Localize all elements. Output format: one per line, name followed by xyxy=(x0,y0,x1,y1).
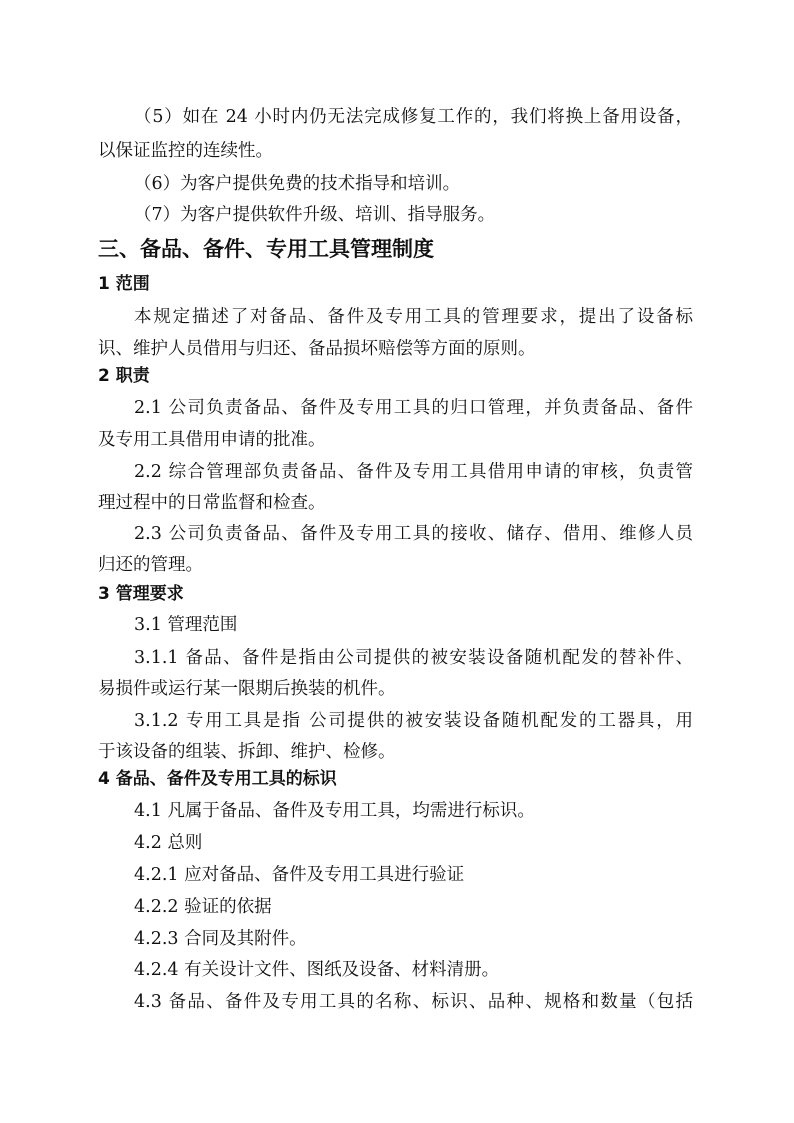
paragraph-line: （6）为客户提供免费的技术指导和培训。 xyxy=(134,174,461,194)
subsection-heading: 4 备品、备件及专用工具的标识 xyxy=(98,769,337,789)
paragraph-line: （7）为客户提供软件升级、培训、指导服务。 xyxy=(134,205,496,225)
paragraph-line: 于该设备的组装、拆卸、维护、检修。 xyxy=(98,742,396,762)
paragraph-line: 理过程中的日常监督和检查。 xyxy=(98,493,326,513)
paragraph-line: 3.1 管理范围 xyxy=(134,615,238,635)
paragraph-line: 4.2.4 有关设计文件、图纸及设备、材料清册。 xyxy=(134,960,500,980)
paragraph-line: 归还的管理。 xyxy=(98,555,203,575)
subsection-heading: 1 范围 xyxy=(98,274,150,294)
subsection-heading: 3 管理要求 xyxy=(98,584,184,604)
paragraph-line: 易损件或运行某一限期后换装的机件。 xyxy=(98,679,396,699)
paragraph-line: 4.2.3 合同及其附件。 xyxy=(134,929,307,949)
paragraph-line: 3.1.2 专用工具是指 公司提供的被安装设备随机配发的工器具，用 xyxy=(134,711,693,731)
paragraph-line: 2.1 公司负责备品、备件及专用工具的归口管理，并负责备品、备件 xyxy=(134,398,693,418)
paragraph-line: （5）如在 24 小时内仍无法完成修复工作的，我们将换上备用设备， xyxy=(134,107,693,127)
paragraph-line: 识、维护人员借用与归还、备品损坏赔偿等方面的原则。 xyxy=(98,339,536,359)
section-heading: 三、备品、备件、专用工具管理制度 xyxy=(98,236,434,261)
paragraph-line: 及专用工具借用申请的批准。 xyxy=(98,430,326,450)
paragraph-line: 4.3 备品、备件及专用工具的名称、标识、品种、规格和数量（包括 xyxy=(134,992,693,1012)
subsection-heading: 2 职责 xyxy=(98,366,150,386)
paragraph-line: 3.1.1 备品、备件是指由公司提供的被安装设备随机配发的替补件、 xyxy=(134,648,693,668)
paragraph-line: 2.3 公司负责备品、备件及专用工具的接收、储存、借用、维修人员 xyxy=(134,524,693,544)
paragraph-line: 以保证监控的连续性。 xyxy=(98,141,273,161)
paragraph-line: 4.2 总则 xyxy=(134,833,203,853)
paragraph-line: 4.2.2 验证的依据 xyxy=(134,897,272,917)
paragraph-line: 本规定描述了对备品、备件及专用工具的管理要求，提出了设备标 xyxy=(134,307,693,327)
paragraph-line: 2.2 综合管理部负责备品、备件及专用工具借用申请的审核，负责管 xyxy=(134,462,693,482)
paragraph-line: 4.1 凡属于备品、备件及专用工具，均需进行标识。 xyxy=(134,801,535,821)
paragraph-line: 4.2.1 应对备品、备件及专用工具进行验证 xyxy=(134,865,465,885)
